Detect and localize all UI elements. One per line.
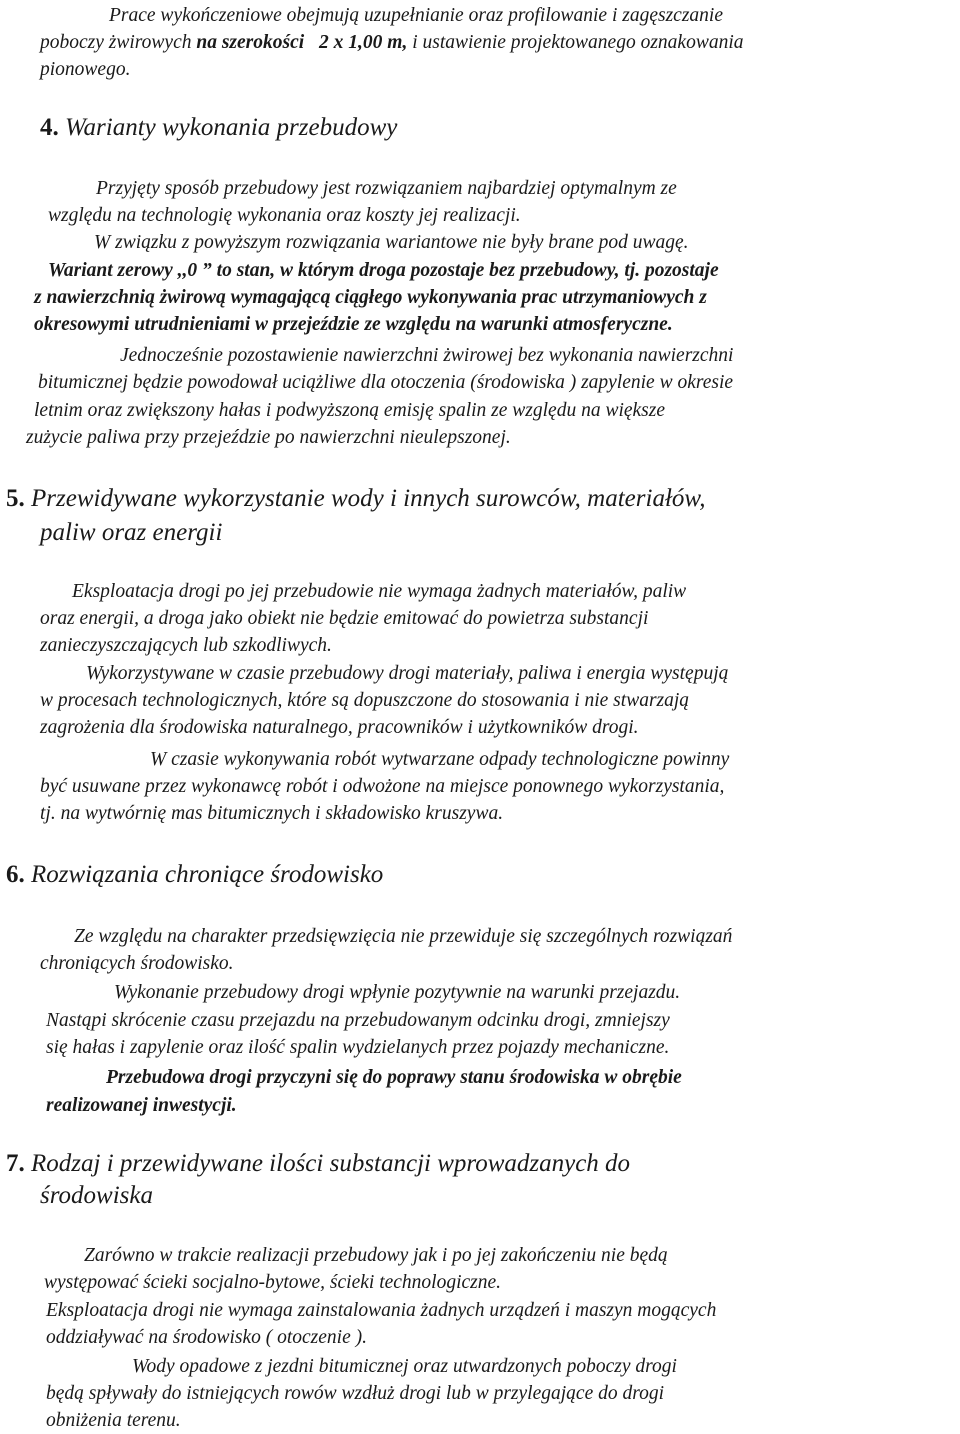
s5-line-2: oraz energii, a droga jako obiekt nie będzie emitować do powietrza substancji [40, 608, 649, 629]
s7-line-6: będą spływały do istniejących rowów wzdłuż drogi lub w przylegające do drogi [46, 1383, 665, 1404]
s5-line-8: być usuwane przez wykonawcę robót i odwożone na miejsce ponownego wykorzystania, [40, 776, 725, 797]
s5-line-4: Wykorzystywane w czasie przebudowy drogi materiały, paliwa i energia występują [86, 663, 729, 684]
s6-line-2: chroniących środowisko. [40, 953, 234, 974]
s5-line-1: Eksploatacja drogi po jej przebudowie nie wymaga żadnych materiałów, paliw [72, 581, 687, 602]
section-5-heading [6, 484, 705, 514]
s4-line-6: okresowymi utrudnieniami w przejeździe ze względu na warunki atmosferyczne. [34, 314, 673, 335]
intro-line-2 [40, 30, 744, 56]
s4-line-5: z nawierzchnią żwirową wymagającą ciągłego wykonywania prac utrzymaniowych z [34, 287, 707, 308]
s5-line-6: zagrożenia dla środowiska naturalnego, pracowników i użytkowników drogi. [40, 717, 639, 738]
intro-line-3: pionowego. [40, 59, 131, 80]
s4-line-3: W związku z powyższym rozwiązania wariantowe nie były brane pod uwagę. [94, 232, 689, 253]
s4-line-2: względu na technologię wykonania oraz koszty jej realizacji. [48, 205, 521, 226]
s4-line-7: Jednocześnie pozostawienie nawierzchni żwirowej bez wykonania nawierzchni [120, 345, 734, 366]
s7-line-2: występować ścieki socjalno-bytowe, ścieki technologiczne. [44, 1272, 502, 1293]
s6-line-5: się hałas i zapylenie oraz ilość spalin wydzielanych przez pojazdy mechaniczne. [46, 1037, 670, 1058]
s5-line-9: tj. na wytwórnię mas bitumicznych i składowisko kruszywa. [40, 803, 504, 824]
intro-width-value: 2 x 1,00 m, [319, 32, 408, 53]
s7-line-4: oddziaływać na środowisko ( otoczenie ). [46, 1327, 367, 1348]
s4-line-8: bitumicznej będzie powodował uciążliwe dla otoczenia (środowiska ) zapylenie w okresie [38, 372, 734, 393]
intro-text: poboczy żwirowych [40, 32, 192, 53]
s6-line-3: Wykonanie przebudowy drogi wpłynie pozytywnie na warunki przejazdu. [114, 982, 681, 1003]
s7-line-1: Zarówno w trakcie realizacji przebudowy jak i po jej zakończeniu nie będą [84, 1245, 668, 1266]
s6-line-7: realizowanej inwestycji. [46, 1095, 237, 1116]
intro-line-1: Prace wykończeniowe obejmują uzupełnianie oraz profilowanie i zagęszczanie [109, 5, 723, 26]
s5-line-3: zanieczyszczających lub szkodliwych. [40, 635, 332, 656]
s5-line-5: w procesach technologicznych, które są dopuszczone do stosowania i nie stwarzają [40, 690, 690, 711]
section-6-heading [6, 860, 383, 890]
s4-line-10: zużycie paliwa przy przejeździe po nawierzchni nieulepszonej. [26, 427, 511, 448]
s5-line-7: W czasie wykonywania robót wytwarzane odpady technologiczne powinny [150, 749, 730, 770]
section-5-title-line-1: Przewidywane wykorzystanie wody i innych surowców, materiałów, [31, 485, 706, 512]
s4-line-1: Przyjęty sposób przebudowy jest rozwiązaniem najbardziej optymalnym ze [96, 178, 677, 199]
s4-line-4: Wariant zerowy ,,0 ” to stan, w którym droga pozostaje bez przebudowy, tj. pozostaje [48, 260, 719, 281]
s6-line-1: Ze względu na charakter przedsięwzięcia nie przewiduje się szczególnych rozwiązań [74, 926, 733, 947]
s7-line-5: Wody opadowe z jezdni bitumicznej oraz utwardzonych poboczy drogi [132, 1356, 677, 1377]
section-4-heading [40, 113, 397, 143]
section-5-title-line-2: paliw oraz energii [40, 519, 223, 546]
s6-line-4: Nastąpi skrócenie czasu przejazdu na przebudowanym odcinku drogi, zmniejszy [46, 1010, 670, 1031]
s7-line-7: obniżenia terenu. [46, 1410, 181, 1431]
section-4-number: 4. [40, 114, 59, 141]
section-5-number: 5. [6, 485, 25, 512]
section-6-title: Rozwiązania chroniące środowisko [31, 861, 384, 888]
intro-text-tail: i ustawienie projektowanego oznakowania [412, 32, 744, 53]
s7-line-3: Eksploatacja drogi nie wymaga zainstalowania żadnych urządzeń i maszyn mogących [46, 1300, 717, 1321]
section-7-number: 7. [6, 1150, 25, 1177]
section-7-heading [6, 1149, 630, 1179]
s4-line-9: letnim oraz zwiększony hałas i podwyższoną emisję spalin ze względu na większe [34, 400, 666, 421]
section-7-title-line-2: środowiska [40, 1182, 153, 1209]
section-7-title-line-1: Rodzaj i przewidywane ilości substancji wprowadzanych do [31, 1150, 631, 1177]
intro-width-label: na szerokości [196, 32, 305, 53]
section-6-number: 6. [6, 861, 25, 888]
section-4-title: Warianty wykonania przebudowy [65, 114, 398, 141]
s6-line-6: Przebudowa drogi przyczyni się do poprawy stanu środowiska w obrębie [106, 1067, 682, 1088]
